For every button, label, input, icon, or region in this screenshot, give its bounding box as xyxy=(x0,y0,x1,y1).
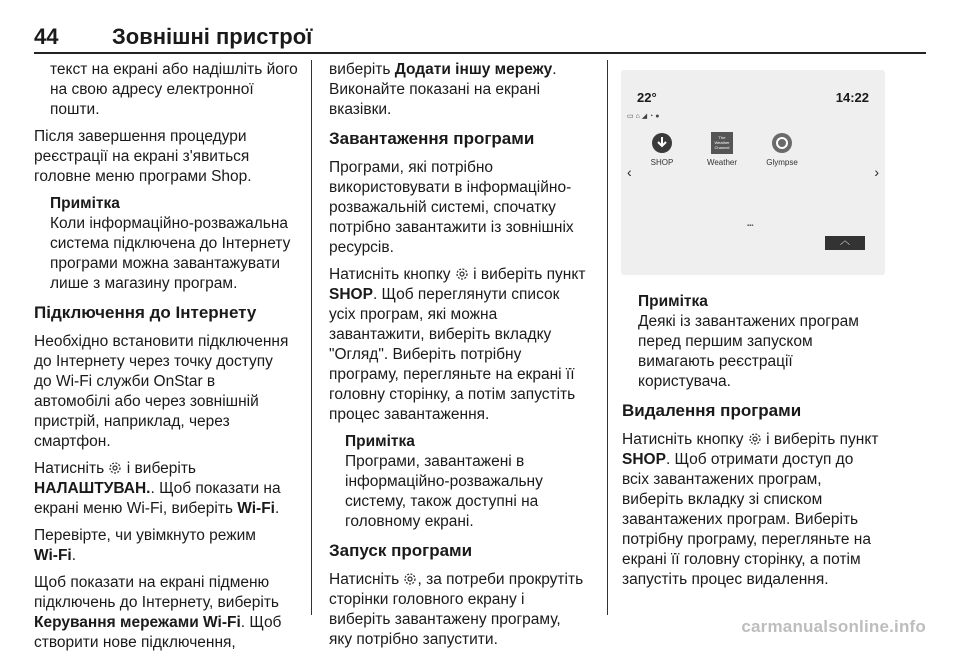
app-tile-weather[interactable] xyxy=(697,132,747,167)
menu-term: Керування мережами Wi-Fi xyxy=(34,614,241,631)
menu-term: Додати іншу мережу xyxy=(394,61,553,78)
watermark: carmanualsonline.info xyxy=(741,617,926,636)
text: і виберіть пункт xyxy=(766,431,879,448)
temperature-readout: 22° xyxy=(637,90,657,105)
paragraph: Після завершення процедури реєстрації на екрані з'явиться головне меню програми Shop. xyxy=(34,128,252,185)
glympse-icon xyxy=(771,132,793,154)
column-3 xyxy=(622,292,894,597)
status-icons: ▭ ⌂ ◢ ◔ ● xyxy=(627,113,660,120)
note-title: Примітка xyxy=(50,195,120,212)
note-text: Програми, завантажені в інформаційно-розважальну систему, також доступні на головному екрані. xyxy=(345,453,543,530)
text: Натисніть кнопку xyxy=(329,266,451,283)
note-title: Примітка xyxy=(345,433,415,450)
menu-term: SHOP xyxy=(622,451,666,468)
text: Щоб показати на екрані підменю підключень до Інтернету, виберіть xyxy=(34,574,280,611)
chevron-left-icon[interactable]: ‹ xyxy=(627,164,632,180)
note-text: Деякі із завантажених програм перед першим запуском вимагають реєстрації користувача. xyxy=(638,313,859,390)
column-divider xyxy=(311,60,312,615)
gear-icon xyxy=(455,267,469,281)
gear-icon xyxy=(748,432,762,446)
section-heading: Видалення програми xyxy=(622,401,802,420)
menu-term: SHOP xyxy=(329,286,373,303)
paragraph xyxy=(329,60,601,120)
text: . Щоб показати на екрані меню Wi-Fi, виберіть xyxy=(34,480,281,517)
text: виберіть xyxy=(329,61,391,78)
text: Натисніть xyxy=(34,460,105,477)
paragraph xyxy=(34,526,304,566)
text: . Щоб переглянути список усіх програм, які можна завантажити, виберіть вкладку "Огляд". Виберіть потрібну програму, перегляньте на екрані її головну сторінку, а потім запустіть процес завантаження. xyxy=(329,286,576,423)
paragraph xyxy=(622,430,894,590)
header-rule xyxy=(34,52,926,54)
text: Натисніть кнопку xyxy=(622,431,744,448)
menu-term: Wi-Fi xyxy=(237,500,275,517)
paragraph xyxy=(329,265,601,425)
paragraph: Необхідно встановити підключення до Інтернету через точку доступу до Wi-Fi служби OnStar в автомобілі або через зовнішній пристрій, наприклад, через смартфон. xyxy=(34,333,289,450)
text: . Виконайте показані на екрані вказівки. xyxy=(329,61,557,118)
paragraph xyxy=(329,570,601,650)
text: . Щоб створити нове підключення, xyxy=(34,614,282,651)
chevron-up-button[interactable]: ︿ xyxy=(825,236,865,250)
page-number: 44 xyxy=(34,24,59,49)
note-box xyxy=(329,432,601,532)
note-box xyxy=(622,292,894,392)
text: Перевірте, чи увімкнуто режим xyxy=(34,527,256,544)
app-label: Glympse xyxy=(766,158,798,167)
text: , за потреби прокрутіть сторінки головного екрану і виберіть завантажену програму, яку потрібно запустити. xyxy=(329,571,584,648)
app-tile-glympse[interactable] xyxy=(757,132,807,167)
paragraph xyxy=(34,459,304,519)
paragraph: текст на екрані або надішліть його на свою адресу електронної пошти. xyxy=(50,61,298,118)
note-box xyxy=(34,194,304,294)
column-1 xyxy=(34,60,304,660)
paragraph xyxy=(34,573,304,653)
gear-icon xyxy=(403,572,417,586)
text: Натисніть xyxy=(329,571,400,588)
section-heading: Запуск програми xyxy=(329,541,473,560)
column-2 xyxy=(329,60,601,657)
gear-icon xyxy=(108,461,122,475)
section-heading: Підключення до Інтернету xyxy=(34,303,257,322)
paragraph: Програми, які потрібно використовувати в інформаційно- розважальній системі, спочатку потрібно завантажити із зовнішніх ресурсів. xyxy=(329,159,574,256)
chevron-right-icon[interactable]: › xyxy=(874,164,879,180)
page-indicator: ▪▪▪ xyxy=(747,223,754,229)
text: і виберіть пункт xyxy=(473,266,586,283)
note-text: Коли інформаційно-розважальна система підключена до Інтернету програми можна завантажувати лише з магазину програм. xyxy=(50,215,291,292)
page-title: Зовнішні пристрої xyxy=(112,24,313,49)
menu-term: НАЛАШТУВАН. xyxy=(34,480,151,497)
clock-readout: 14:22 xyxy=(835,90,869,105)
app-label: Weather xyxy=(706,158,738,167)
text: . Щоб отримати доступ до всіх завантажених програм, виберіть вкладку зі списком завантажених програм. Виберіть потрібну програму, перегляньте на екрані її головну сторінку, а потім запустіть процес видалення. xyxy=(622,451,871,588)
infotainment-screen-illustration xyxy=(621,70,885,275)
text: . xyxy=(71,547,77,564)
page-header xyxy=(0,0,960,54)
note-title: Примітка xyxy=(638,293,708,310)
shop-icon xyxy=(651,132,673,154)
text: . xyxy=(275,500,280,517)
menu-term: Wi-Fi xyxy=(34,547,72,564)
app-label: SHOP xyxy=(650,158,674,167)
section-heading: Завантаження програми xyxy=(329,129,535,148)
column-divider xyxy=(607,60,608,615)
weather-icon: The Weather Channel xyxy=(711,132,733,154)
app-tile-shop[interactable] xyxy=(637,132,687,167)
text: і виберіть xyxy=(126,460,197,477)
